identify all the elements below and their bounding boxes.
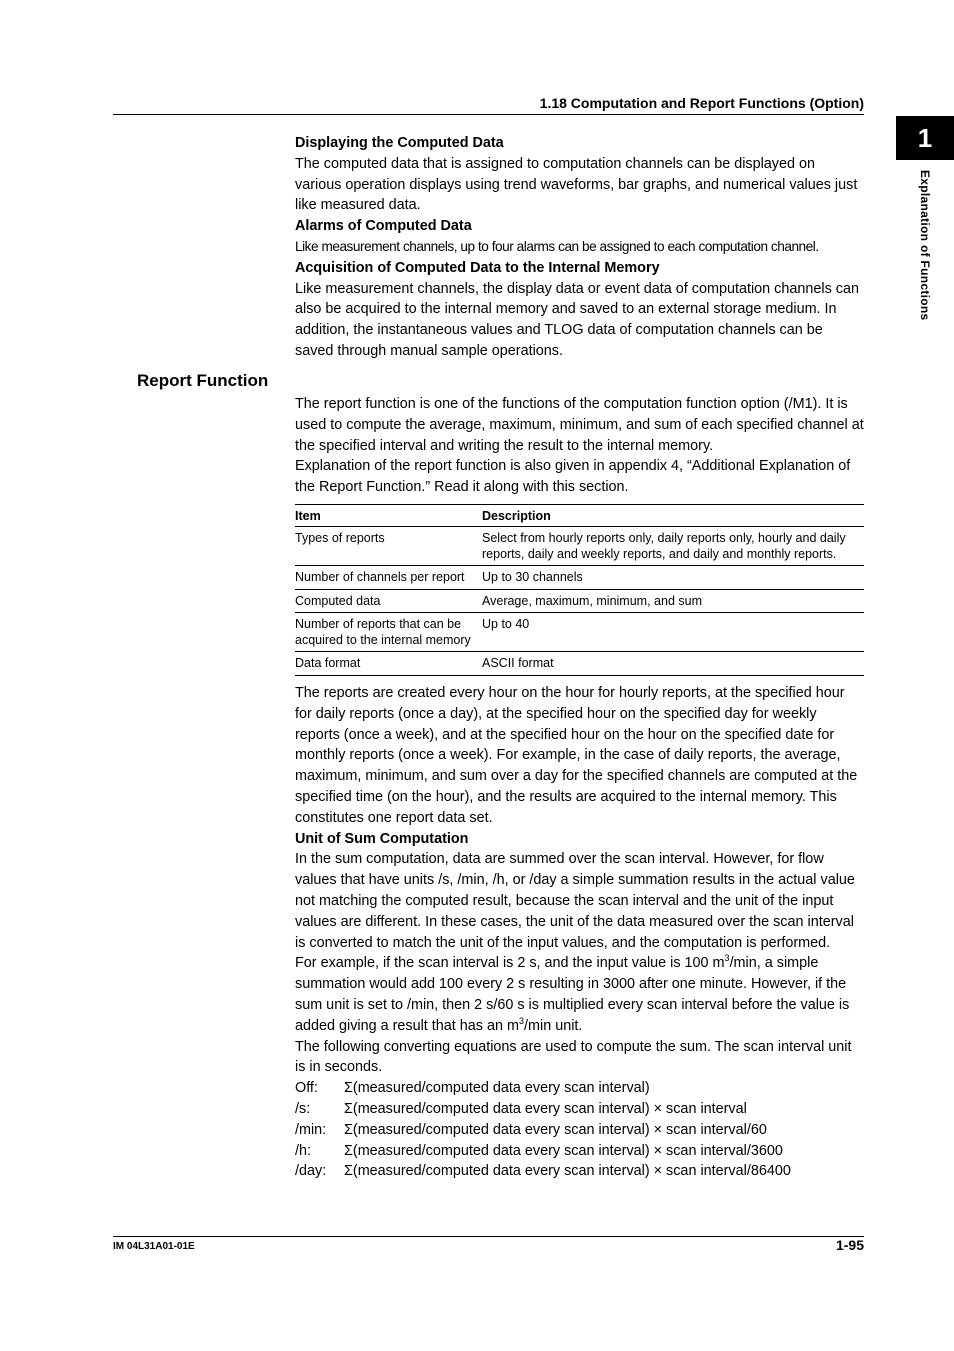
footer-rule xyxy=(113,1236,864,1237)
table-row xyxy=(295,652,864,676)
equation-expression: Σ(measured/computed data every scan interval) × scan interval/60 xyxy=(344,1121,767,1138)
report-paragraph-3: The reports are created every hour on the hour for hourly reports, at the specified hour for daily reports (once a day), at the specified hour on the specified day for weekly reports (once a week), and at the specified hour on the hour on the specified date for monthly reports (once a week). For example, in the case of daily reports, the average, maximum, minimum, and sum over a day for the specified channels are computed at the specified time (on the hour), and the results are acquired to the internal memory. This constitutes one report data set. xyxy=(295,684,858,826)
section-title-report: Report Function xyxy=(137,371,269,390)
equation-label: /min: xyxy=(295,1121,327,1138)
table-cell-description: Average, maximum, minimum, and sum xyxy=(482,589,864,613)
superscript-3: 3 xyxy=(724,953,730,964)
computed-data-section xyxy=(295,133,864,362)
sum-paragraph-3: The following converting equations are used to compute the sum. The scan interval unit is in seconds. xyxy=(295,1038,852,1076)
equation-expression: Σ(measured/computed data every scan interval) xyxy=(344,1080,650,1097)
paragraph-acquisition: Like measurement channels, the display data or event data of computation channels can also be acquired to the internal memory and saved to an external storage medium. In addition, the instantaneous values and TLOG data of computation channels can be saved through manual sample operations. xyxy=(295,280,859,359)
equation-expression: Σ(measured/computed data every scan interval) × scan interval/86400 xyxy=(344,1163,791,1180)
header-rule xyxy=(113,114,864,115)
equation-expression: Σ(measured/computed data every scan interval) × scan interval/3600 xyxy=(344,1142,783,1159)
subheading-displaying: Displaying the Computed Data xyxy=(295,135,504,151)
table-header-item: Item xyxy=(295,504,482,527)
table-header-row xyxy=(295,504,864,527)
equation-row xyxy=(295,1161,864,1182)
equation-label: Off: xyxy=(295,1080,318,1097)
sum-paragraph-2 xyxy=(295,953,864,1036)
equation-label: /s: xyxy=(295,1100,311,1117)
subheading-sum-unit: Unit of Sum Computation xyxy=(295,830,469,847)
table-cell-description: Up to 30 channels xyxy=(482,566,864,590)
equation-expression: Σ(measured/computed data every scan interval) × scan interval xyxy=(344,1100,747,1117)
subheading-acquisition: Acquisition of Computed Data to the Internal Memory xyxy=(295,259,660,276)
equation-label: /h: xyxy=(295,1142,311,1159)
equation-row xyxy=(295,1141,864,1162)
equation-row xyxy=(295,1078,864,1099)
subheading-alarms: Alarms of Computed Data xyxy=(295,218,472,235)
paragraph-displaying: The computed data that is assigned to computation channels can be displayed on various operation displays using trend waveforms, bar graphs, and numerical values just like measured data. xyxy=(295,155,858,214)
equation-row xyxy=(295,1099,864,1120)
table-row xyxy=(295,589,864,613)
table-cell-description: ASCII format xyxy=(482,652,864,676)
report-section xyxy=(295,394,864,1182)
superscript-3: 3 xyxy=(519,1015,525,1026)
table-cell-item: Number of reports that can be acquired to the internal memory xyxy=(295,613,482,652)
sum-text-a: For example, if the scan interval is 2 s, and the input value is 100 m xyxy=(295,955,725,972)
table-header-description: Description xyxy=(482,504,864,527)
document-id: IM 04L31A01-01E xyxy=(113,1241,195,1252)
table-cell-item: Data format xyxy=(295,652,482,676)
table-cell-item: Number of channels per report xyxy=(295,566,482,590)
table-row xyxy=(295,527,864,566)
report-spec-table xyxy=(295,504,864,676)
sum-paragraph-1: In the sum computation, data are summed over the scan interval. However, for flow values that have units /s, /min, /h, or /day a simple summation results in the actual value not matching the computed result, because the scan interval and the unit of the input values are different. In these cases, the unit of the data measured over the scan interval is converted to match the unit of the input values, and the computation is performed. xyxy=(295,851,855,951)
equation-row xyxy=(295,1120,864,1141)
chapter-side-label xyxy=(896,170,954,350)
chapter-label-text: Explanation of Functions xyxy=(918,170,932,321)
sum-text-b: /min, a simple summation would add 100 every 2 s resulting in 3000 after one minute. However, if the sum unit is set to /min, then 2 s/60 s is multiplied every scan interval before the value is added giving a result that has an m xyxy=(295,955,850,1034)
report-paragraph-1: The report function is one of the functions of the computation function option (/M1). It is used to compute the average, maximum, minimum, and sum of each specified channel at the specified interval and writing the result to the internal memory. xyxy=(295,396,864,454)
chapter-tab: 1 xyxy=(896,116,954,160)
equation-label: /day: xyxy=(295,1163,327,1180)
running-header: 1.18 Computation and Report Functions (Option) xyxy=(539,95,864,111)
table-cell-description: Up to 40 xyxy=(482,613,864,652)
page-number: 1-95 xyxy=(835,1237,864,1253)
table-cell-description: Select from hourly reports only, daily reports only, hourly and daily reports, daily and weekly reports, and daily and monthly reports. xyxy=(482,527,864,566)
table-row xyxy=(295,566,864,590)
table-cell-item: Types of reports xyxy=(295,527,482,566)
table-row xyxy=(295,613,864,652)
report-paragraph-2: Explanation of the report function is also given in appendix 4, “Additional Explanation of the Report Function.” Read it along with this section. xyxy=(295,458,851,496)
paragraph-alarms: Like measurement channels, up to four alarms can be assigned to each computation channel. xyxy=(295,238,819,254)
sum-text-c: /min unit. xyxy=(524,1017,583,1034)
table-cell-item: Computed data xyxy=(295,589,482,613)
